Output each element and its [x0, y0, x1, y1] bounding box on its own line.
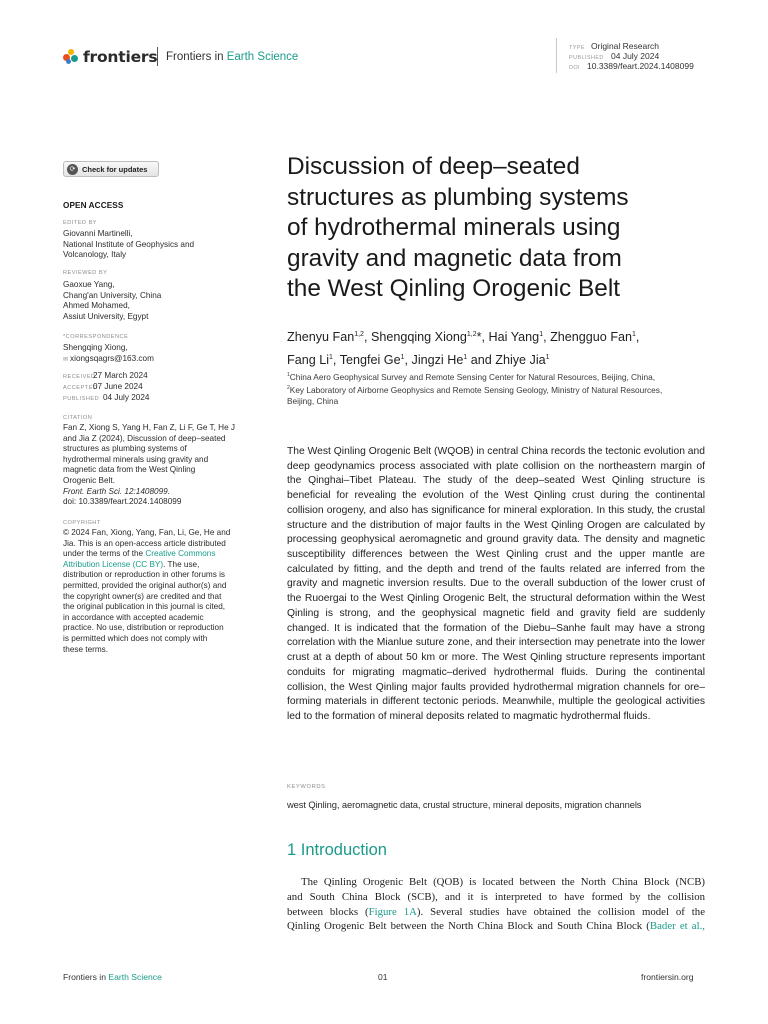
author-affiliation-mark: 1	[539, 331, 544, 338]
copyright-text: under the terms of the	[63, 549, 146, 559]
reviewer-line: Assiut University, Egypt	[63, 311, 149, 321]
copyright-line: the copyright owner(s) are credited and that	[63, 591, 222, 601]
author-separator: ,	[481, 330, 489, 345]
citation-line: and Jia Z (2024), Discussion of deep–seated	[63, 433, 226, 443]
affiliation-mark: 2	[287, 384, 290, 391]
author[interactable]	[371, 330, 482, 344]
author[interactable]	[495, 353, 549, 367]
editor-line: Giovanni Martinelli,	[63, 229, 133, 238]
affiliation-text: Beijing, China	[287, 395, 339, 406]
citation-line: structures as plumbing systems of	[63, 444, 187, 454]
copyright-line: the original publication in this journal is cited,	[63, 602, 226, 612]
author-affiliation-mark: 1	[400, 353, 405, 361]
copyright-line: these terms.	[63, 644, 109, 654]
copyright	[63, 528, 263, 655]
author-line	[287, 348, 707, 371]
footer-journal-prefix: Frontiers in	[63, 972, 109, 982]
date-key: ACCEPTED	[63, 385, 98, 391]
meta-value: 10.3389/feart.2024.1408099	[587, 61, 694, 71]
author-name: Zhenyu Fan	[287, 330, 355, 345]
journal-name[interactable]	[166, 51, 298, 63]
meta-value: Original Research	[591, 41, 660, 51]
author[interactable]	[489, 330, 544, 344]
reviewer-line: Gaoxue Yang,	[63, 280, 115, 289]
meta-key: PUBLISHED	[569, 55, 604, 61]
body-line: and South China Block (SCB), and it is interpreted to have formed by the collision	[287, 890, 705, 903]
edited-by	[63, 229, 263, 261]
author-affiliation-mark: 1,2	[354, 331, 364, 338]
cc-license-link[interactable]: Creative Commons	[145, 549, 216, 559]
author-line	[287, 325, 707, 348]
page-number: 01	[378, 972, 388, 982]
correspondence	[63, 343, 263, 365]
citation-line: Fan Z, Xiong S, Yang H, Fan Z, Li F, Ge T, He J	[63, 423, 236, 432]
meta-divider	[556, 38, 557, 73]
body-line	[287, 905, 705, 920]
keywords-label: KEYWORDS	[287, 784, 326, 790]
copyright-line	[63, 560, 263, 571]
frontiers-logo[interactable]	[63, 47, 157, 67]
copyright-text: . The use,	[163, 559, 200, 569]
keywords: west Qinling, aeromagnetic data, crustal structure, mineral deposits, migration channels	[287, 799, 642, 810]
section-heading: 1 Introduction	[287, 841, 387, 859]
title-line: gravity and magnetic data from	[287, 244, 622, 272]
cc-license-link[interactable]: Attribution License (CC BY)	[63, 559, 164, 569]
copyright-line: © 2024 Fan, Xiong, Yang, Fan, Li, Ge, He and	[63, 528, 231, 537]
affiliations	[287, 370, 717, 407]
date-accepted	[63, 382, 143, 391]
footer-journal-field: Earth Science	[108, 972, 162, 982]
date-key: RECEIVED	[63, 374, 96, 380]
body-line	[287, 919, 705, 934]
footer-site-link[interactable]: frontiersin.org	[641, 972, 694, 982]
meta-value: 04 July 2024	[611, 51, 660, 61]
date-value: 27 March 2024	[93, 371, 148, 380]
citation-doi[interactable]: doi: 10.3389/feart.2024.1408099	[63, 497, 182, 507]
edited-by-label: EDITED BY	[63, 220, 98, 226]
affiliation-line	[287, 383, 717, 396]
author-affiliation-mark: 1,2	[466, 331, 477, 338]
title-line: structures as plumbing systems	[287, 183, 629, 211]
body-line: The Qinling Orogenic Belt (QOB) is located between the North China Block (NCB)	[301, 876, 705, 888]
check-for-updates-label: Check for updates	[82, 164, 148, 174]
open-access-label: OPEN ACCESS	[63, 201, 124, 210]
frontiers-logo-icon	[63, 49, 79, 65]
figure-link[interactable]: Figure 1A	[368, 905, 417, 918]
abstract: The West Qinling Orogenic Belt (WQOB) in central China records the tectonic evolution and deep geodynamics process associated with plate collision on the northeastern margin of the Qinghai–Tibet Plateau. The study of the deep–seated West Qinling structure is beneficial for revealing the evolution of the West Qinling crust during the continental collision orogeny, and also has significance for mineral exploration. In this study, the crustal structure and the distribution of major faults in the West Qinling Orogen are calculated by processing geophysical aeromagnetic and ground gravity data. The density and magnetic susceptibility differences between the West Qinling crust and the upper mantle are calculated by fitting, and the depth and trend of the faults related are inferred from the gravity and magnetic inversion results. Due to the overall subduction of the lower crust of the Ruoergai to the West Qinling Orogenic Belt, the structural deformation within the West Qinling is strong, and the geophysical magnetic field and gravity field are suddenly changed. It is indicated that the formation of the Diebu–Sanhe fault may have a strong correlation with the Mianlue suture zone, and their intersection may penetrate into the lower crust at a depth of about 50 km or more. The West Qinling structure represents important conduits for migrating magmatic–derived hydrothermal fluids. During the continental collision, the West Qinling major faults provided hydrothermal migration channels for ore–forming materials in different tectonic periods. Meanwhile, multiple the geological activities led to the formation of mineral deposits related to magmatic hydrothermal fluids.	[287, 446, 705, 722]
journal-field: Earth Science	[226, 51, 299, 63]
meta-key: DOI	[569, 65, 580, 71]
body-text: Qinling Orogenic Belt between the North China Block and South China Block (	[287, 920, 650, 933]
meta-doi[interactable]	[569, 61, 694, 74]
introduction-text	[287, 875, 705, 934]
title-line: the West Qinling Orogenic Belt	[287, 275, 621, 303]
editor-line: National Institute of Geophysics and	[63, 239, 195, 249]
date-received	[63, 371, 148, 380]
body-text: ). Several studies have obtained the collision model of the	[416, 905, 705, 918]
copyright-line: permitted, provided the original author(s) and	[63, 580, 227, 590]
correspondence-email-row[interactable]	[63, 354, 263, 366]
author[interactable]	[550, 330, 636, 344]
brand-name: frontiers	[83, 48, 158, 66]
affiliation-mark: 1	[287, 372, 290, 378]
meta-key: TYPE	[569, 45, 585, 51]
date-published	[63, 393, 149, 402]
refresh-icon: ⟳	[67, 164, 78, 175]
affiliation-line	[287, 370, 717, 383]
author-list	[287, 325, 707, 370]
citation	[63, 423, 263, 508]
correspondence-label: *CORRESPONDENCE	[63, 334, 129, 340]
author-affiliation-mark: 1	[545, 353, 550, 361]
header-divider	[157, 47, 158, 66]
copyright-line	[63, 549, 263, 560]
author-name: Hai Yang	[488, 330, 540, 345]
copyright-line: practice. No use, distribution or reproduction	[63, 623, 224, 633]
author-affiliation-mark: 1	[329, 353, 333, 361]
corresponding-author-mark: *	[476, 330, 482, 345]
author-name: Zhengguo Fan	[550, 330, 633, 345]
citation-line: Orogenic Belt.	[63, 475, 115, 485]
author-name: Tengfei Ge	[339, 352, 401, 367]
copyright-line: in accordance with accepted academic	[63, 612, 204, 622]
author-affiliation-mark: 1	[632, 331, 636, 338]
copyright-line: distribution or reproduction in other forums is	[63, 570, 226, 580]
author[interactable]	[287, 330, 364, 344]
author-name: Fang Li	[287, 352, 330, 367]
citation-line: magnetic data from the West Qinling	[63, 465, 196, 475]
footer-journal[interactable]	[63, 972, 162, 982]
copyright-line: Jia. This is an open-access article distributed	[63, 538, 226, 548]
correspondence-name: Shengqing Xiong,	[63, 343, 128, 352]
date-key: PUBLISHED	[63, 396, 100, 402]
copyright-label: COPYRIGHT	[63, 520, 101, 526]
affiliation-text: Key Laboratory of Airborne Geophysics and Remote Sensing Geology, Ministry of Natural Resources,	[289, 384, 663, 395]
author[interactable]	[287, 353, 333, 367]
article-title	[287, 152, 707, 305]
author-separator: ,	[635, 330, 640, 345]
author-separator: and	[467, 352, 496, 367]
editor-line: Volcanology, Italy	[63, 250, 127, 260]
correspondence-email[interactable]: xiongsqagrs@163.com	[70, 353, 154, 363]
author-name: Zhiye Jia	[495, 352, 546, 367]
author-separator: ,	[363, 330, 371, 345]
journal-prefix: Frontiers in	[166, 51, 227, 63]
reviewer-line: Ahmed Mohamed,	[63, 301, 130, 311]
reference-link[interactable]: Bader et al.,	[649, 920, 705, 933]
reviewed-by	[63, 280, 263, 322]
affiliation-text: China Aero Geophysical Survey and Remote Sensing Center for Natural Resources, Beijing, China,	[289, 371, 656, 382]
body-text: between blocks (	[287, 905, 369, 918]
reviewer-line: Chang'an University, China	[63, 290, 162, 300]
citation-label: CITATION	[63, 415, 93, 421]
envelope-icon: ✉	[63, 356, 69, 363]
author[interactable]	[412, 353, 468, 367]
author-separator: ,	[404, 352, 412, 367]
title-line: of hydrothermal minerals using	[287, 214, 621, 242]
author-affiliation-mark: 1	[463, 353, 468, 361]
copyright-line: is permitted which does not comply with	[63, 633, 208, 643]
check-for-updates-button[interactable]	[63, 161, 159, 177]
affiliation-line	[287, 396, 717, 407]
citation-journal-line: Front. Earth Sci. 12:1408099.	[63, 486, 170, 496]
author-name: Shengqing Xiong	[370, 330, 467, 345]
author-name: Jingzi He	[411, 352, 464, 367]
date-value: 07 June 2024	[93, 382, 143, 391]
date-value: 04 July 2024	[103, 393, 150, 402]
author-separator: ,	[332, 352, 340, 367]
citation-line: hydrothermal minerals using gravity and	[63, 454, 209, 464]
title-line: Discussion of deep–seated	[287, 153, 580, 180]
author[interactable]	[340, 353, 405, 367]
author-separator: ,	[543, 330, 551, 345]
reviewed-by-label: REVIEWED BY	[63, 270, 108, 276]
